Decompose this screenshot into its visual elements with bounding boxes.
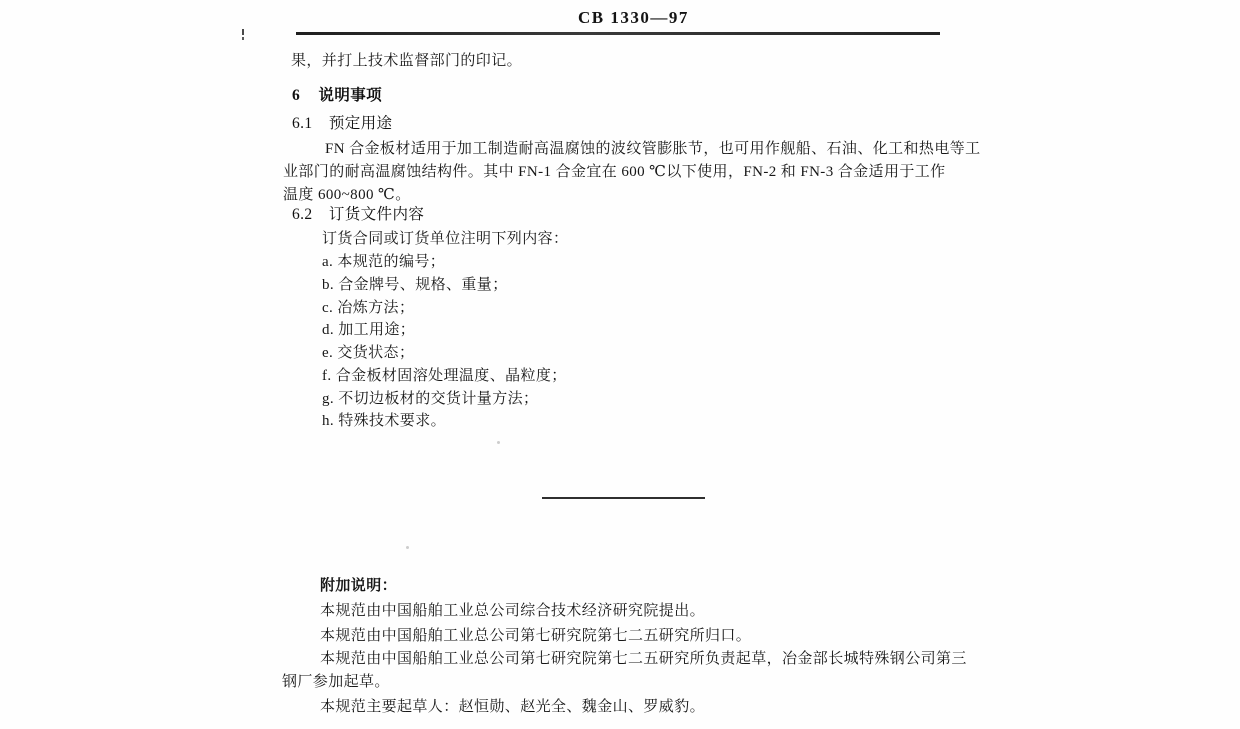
section-6-heading	[292, 86, 382, 106]
section-6-1-heading	[292, 114, 392, 134]
section-6-1-paragraph-line: FN 合金板材适用于加工制造耐高温腐蚀的波纹管膨胀节，也可用作舰船、石油、化工和热电等工	[325, 141, 981, 157]
scan-tick-upper	[242, 29, 244, 35]
section-6-2-title: 订货文件内容	[328, 206, 425, 223]
scan-tick-lower	[242, 37, 244, 40]
order-item-d: d. 加工用途；	[322, 322, 416, 338]
order-item-g: g. 不切边板材的交货计量方法；	[322, 391, 539, 407]
scan-speck	[497, 441, 500, 444]
order-item-h: h. 特殊技术要求。	[322, 413, 447, 429]
standard-number: CB 1330—97	[578, 8, 689, 27]
scan-tick-mark	[242, 29, 244, 40]
appendix-line: 本规范由中国船舶工业总公司第七研究院第七二五研究所负责起草，冶金部长城特殊钢公司第三	[320, 651, 967, 667]
appendix-title: 附加说明：	[320, 578, 398, 594]
appendix-line: 本规范由中国船舶工业总公司综合技术经济研究院提出。	[320, 603, 706, 619]
section-6-1-title: 预定用途	[328, 115, 393, 132]
section-6-1-number: 6.1	[292, 115, 313, 132]
appendix-line: 本规范由中国船舶工业总公司第七研究院第七二五研究所归口。	[320, 628, 752, 644]
order-item-c: c. 冶炼方法；	[322, 300, 415, 316]
order-item-f: f. 合金板材固溶处理温度、晶粒度；	[322, 368, 567, 384]
header-rule	[296, 32, 940, 35]
scan-speck	[406, 546, 409, 549]
appendix-line: 本规范主要起草人：赵恒勋、赵光全、魏金山、罗威豹。	[320, 699, 706, 715]
section-6-2-heading	[292, 205, 424, 225]
order-item-a: a. 本规范的编号；	[322, 254, 446, 270]
section-6-2-number: 6.2	[292, 206, 313, 223]
section-6-1-paragraph-line: 温度 600~800 ℃。	[283, 187, 411, 203]
order-item-b: b. 合金牌号、规格、重量；	[322, 277, 508, 293]
section-6-2-lead-line: 订货合同或订货单位注明下列内容：	[322, 231, 569, 247]
separator-rule	[542, 497, 705, 499]
section-6-title: 说明事项	[318, 87, 383, 104]
appendix-line: 钢厂参加起草。	[282, 674, 390, 690]
section-6-number: 6	[292, 87, 301, 104]
order-item-e: e. 交货状态；	[322, 345, 415, 361]
section-6-1-paragraph-line: 业部门的耐高温腐蚀结构件。其中 FN-1 合金宜在 600 ℃以下使用，FN-2 和 FN-3 合金适用于工作	[283, 164, 946, 180]
carryover-line: 果，并打上技术监督部门的印记。	[291, 53, 523, 69]
